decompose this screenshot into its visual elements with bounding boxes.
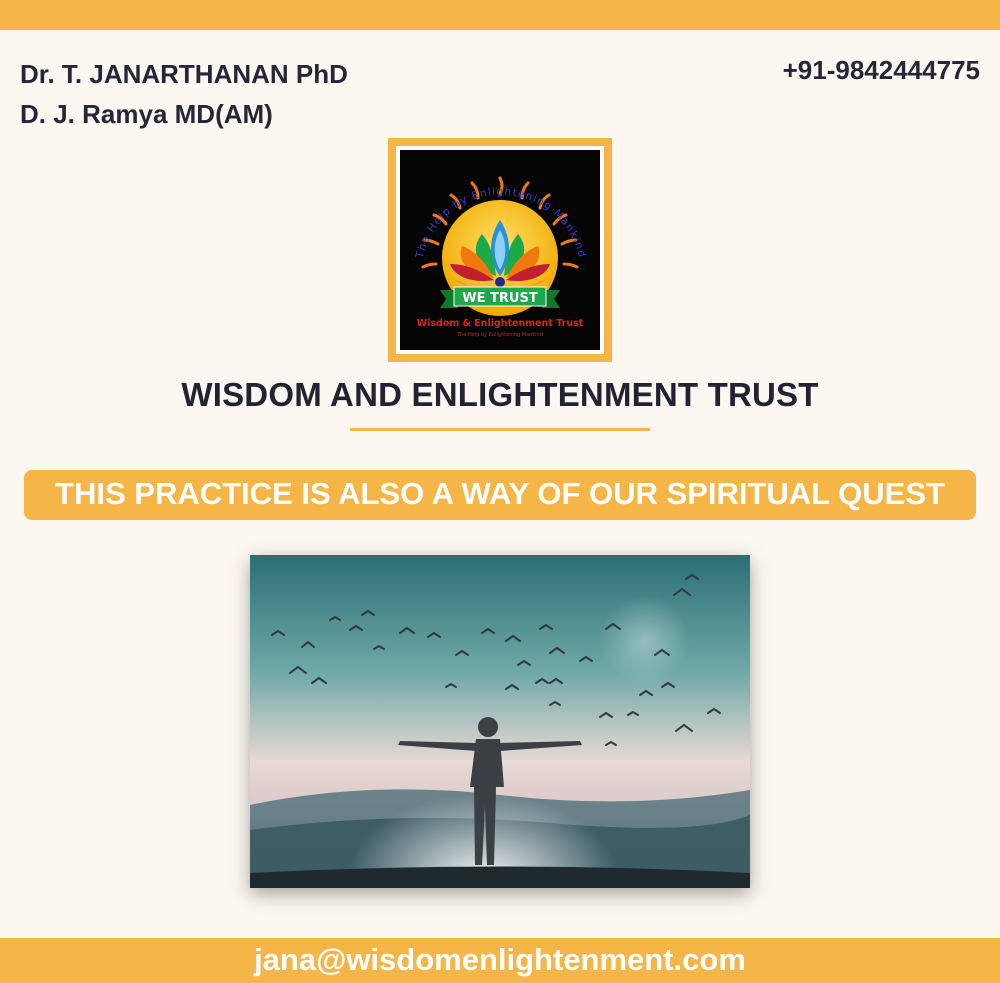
lotus-sun-logo-icon bbox=[400, 150, 600, 350]
organization-title: WISDOM AND ENLIGHTENMENT TRUST bbox=[181, 376, 819, 413]
names-block bbox=[20, 54, 348, 134]
svg-text:The Help by Enlightening Manki: The Help by Enlightening Mankind bbox=[457, 332, 543, 338]
logo-frame bbox=[388, 138, 612, 362]
phone-number[interactable]: +91-9842444775 bbox=[782, 55, 980, 85]
footer-bar bbox=[0, 938, 1000, 983]
svg-text:WE TRUST: WE TRUST bbox=[462, 291, 538, 306]
trust-logo bbox=[400, 150, 600, 350]
svg-text:The Help by Enlightening Manki: The Help by Enlightening Mankind bbox=[413, 185, 589, 260]
top-accent-bar bbox=[0, 0, 1000, 30]
title-underline-divider bbox=[350, 428, 650, 431]
spiritual-freedom-photo bbox=[250, 555, 750, 888]
spiritual-quest-banner: THIS PRACTICE IS ALSO A WAY OF OUR SPIRITUAL QUEST bbox=[24, 470, 976, 520]
svg-text:Wisdom & Enlightenment Trust: Wisdom & Enlightenment Trust bbox=[416, 318, 584, 329]
co-doctor-name: D. J. Ramya MD(AM) bbox=[20, 99, 273, 129]
doctor-name: Dr. T. JANARTHANAN PhD bbox=[20, 59, 348, 89]
contact-email-link[interactable]: jana@wisdomenlightenment.com bbox=[254, 942, 746, 977]
man-with-birds-image bbox=[250, 555, 750, 888]
